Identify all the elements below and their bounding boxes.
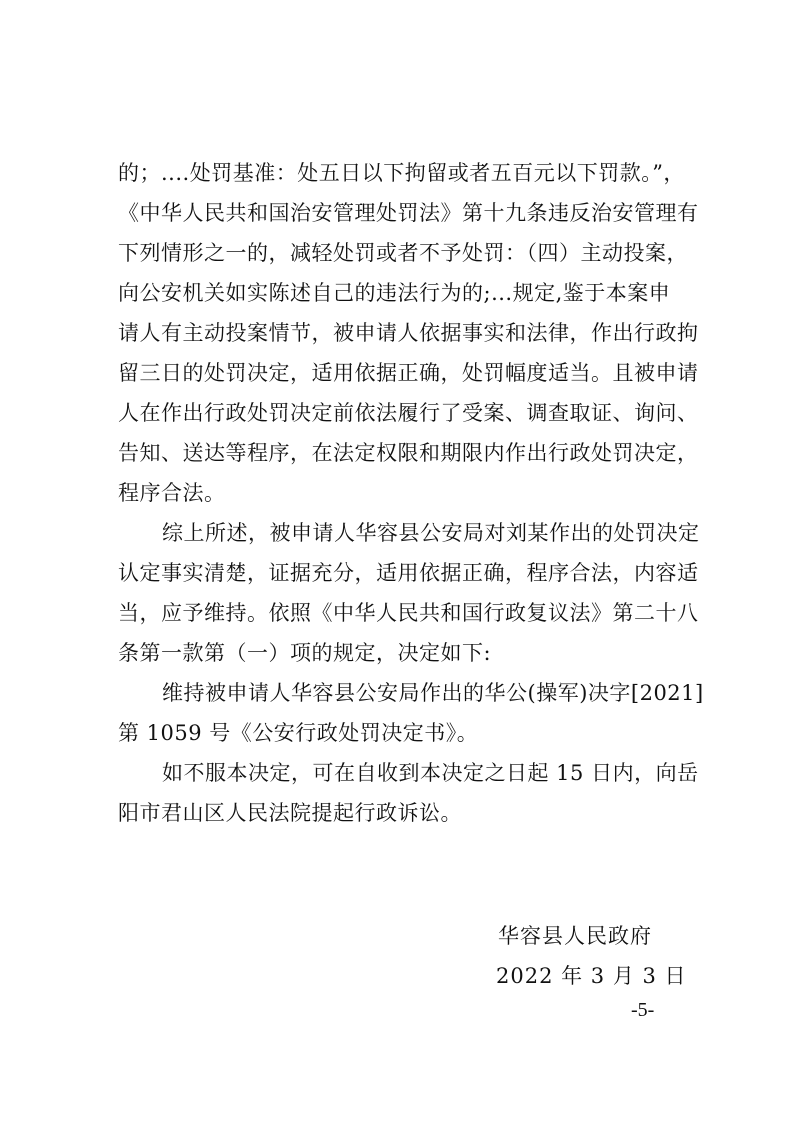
- body-line: 条第一款第（一）项的规定，决定如下:: [118, 641, 492, 665]
- page-number: -5-: [631, 999, 655, 1021]
- body-line: 程序合法。: [118, 481, 226, 505]
- body-line: 人在作出行政处罚决定前依法履行了受案、调查取证、询问、: [118, 401, 699, 425]
- issuing-organization: 华容县人民政府: [498, 924, 652, 948]
- body-line: 维持被申请人华容县公安局作出的华公(操军)决字[2021]: [162, 681, 704, 705]
- body-line: 综上所述，被申请人华容县公安局对刘某作出的处罚决定: [162, 521, 700, 545]
- body-line: 的；....处罚基准：处五日以下拘留或者五百元以下罚款。”，: [118, 161, 685, 185]
- body-line: 认定事实清楚，证据充分，适用依据正确，程序合法，内容适: [118, 561, 699, 585]
- body-line: 留三日的处罚决定，适用依据正确，处罚幅度适当。且被申请: [118, 361, 699, 385]
- body-line: 告知、送达等程序，在法定权限和期限内作出行政处罚决定，: [118, 441, 699, 465]
- body-line: 请人有主动投案情节，被申请人依据事实和法律，作出行政拘: [118, 321, 699, 345]
- body-line: 《中华人民共和国治安管理处罚法》第十九条违反治安管理有: [118, 201, 699, 225]
- document-body: [118, 153, 704, 833]
- body-line: 向公安机关如实陈述自己的违法行为的;...规定,鉴于本案申: [118, 281, 671, 305]
- body-line: 下列情形之一的，减轻处罚或者不予处罚：（四）主动投案，: [118, 241, 688, 265]
- body-line: 如不服本决定，可在自收到本决定之日起 15 日内，向岳: [162, 761, 699, 785]
- body-line: 当，应予维持。依照《中华人民共和国行政复议法》第二十八: [118, 601, 699, 625]
- body-line: 第 1059 号《公安行政处罚决定书》。: [118, 721, 479, 745]
- issue-date: 2022 年 3 月 3 日: [496, 964, 687, 988]
- body-line: 阳市君山区人民法院提起行政诉讼。: [118, 801, 462, 825]
